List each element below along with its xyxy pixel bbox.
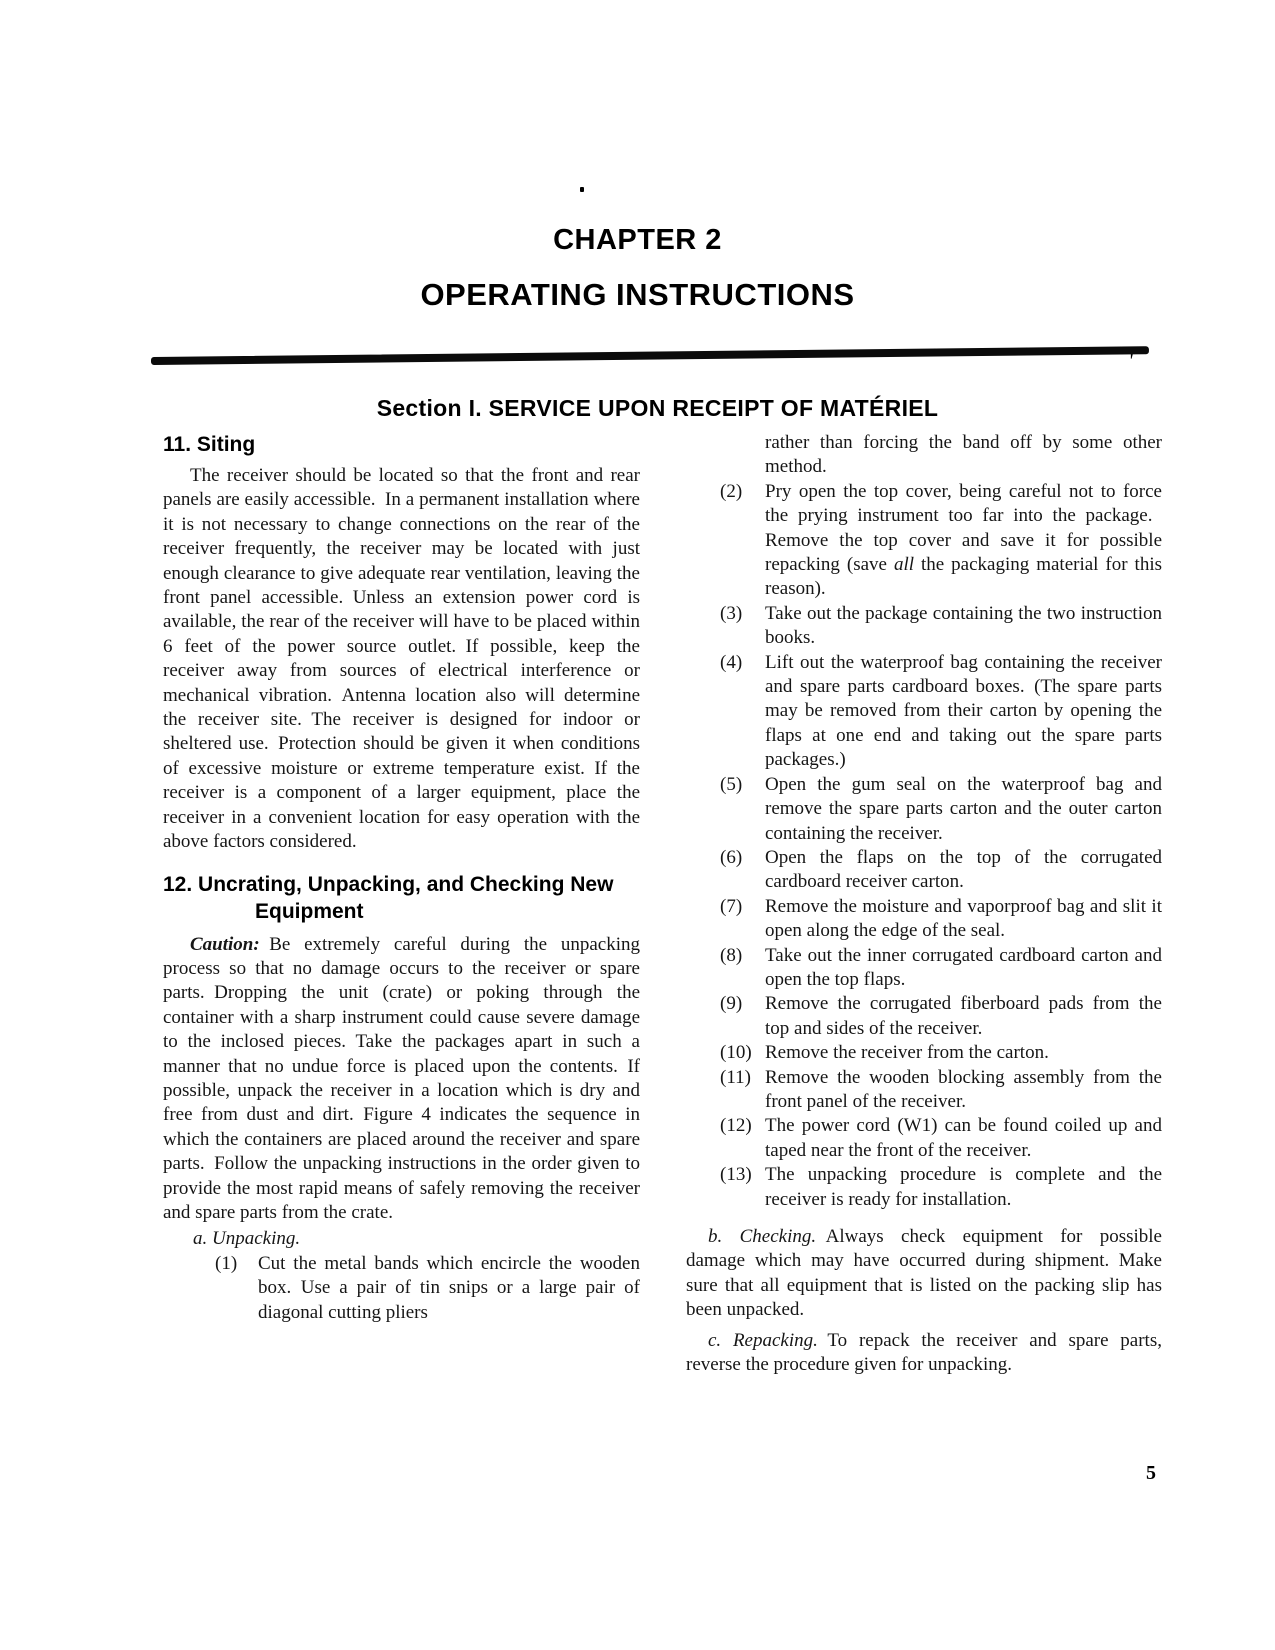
list-item-2-text-pre: Pry open the top cover, being careful not to force the prying instrument too far into the package. Remove the top cover and save it for possible repacking (save — [765, 480, 1162, 576]
repacking-body: To repack the receiver and spare parts, reverse the procedure given for unpacking. — [686, 1329, 1162, 1376]
subsection-a-label: a. Unpacking. — [193, 1228, 301, 1250]
list-item-7-text: Remove the moisture and vaporproof bag and slit it open along the edge of the seal. — [765, 895, 1162, 942]
page-number: 5 — [1146, 1462, 1156, 1484]
list-item-6-text: Open the flaps on the top of the corrugated cardboard receiver carton. — [765, 846, 1162, 893]
chapter-subtitle: OPERATING INSTRUCTIONS — [420, 277, 855, 312]
list-item-12-text: The power cord (W1) can be found coiled up and taped near the front of the receiver. — [765, 1115, 1162, 1161]
list-item-12-number: (12) — [720, 1115, 752, 1137]
list-item-2-text-em: all — [893, 554, 914, 576]
list-item-10-text: Remove the receiver from the carton. — [765, 1042, 1049, 1064]
list-item-9 — [686, 992, 1162, 1041]
list-item-8-text: Take out the inner corrugated cardboard carton and open the top flaps. — [765, 944, 1162, 990]
list-item-3-number: (3) — [720, 602, 743, 624]
section-divider-rule — [151, 346, 1149, 365]
section-title: Section I. SERVICE UPON RECEIPT OF MATÉRIEL — [376, 395, 939, 421]
list-item-10 — [686, 1041, 1162, 1065]
right-column — [686, 431, 1162, 1377]
list-item-11 — [686, 1066, 1162, 1115]
checking-label: b. Checking. — [708, 1226, 817, 1247]
list-item-9-number: (9) — [720, 993, 743, 1015]
list-item-1-continuation: rather than forcing the band off by some other method. — [765, 432, 1162, 478]
list-item-5-number: (5) — [720, 773, 743, 795]
list-item-5 — [686, 773, 1162, 846]
list-item-4-number: (4) — [720, 651, 743, 673]
list-item-2 — [686, 480, 1162, 602]
caution-body: Be extremely careful during the unpacking process so that no damage occurs to the receiver or spare parts. Dropping the unit (crate) or poking through the container with a sharp instrument could cause severe damage to the inclosed pieces. Take the packages apart in such a manner that no undue force is placed upon the contents. If possible, unpack the receiver in a location which is dry and free from dust and dirt. Figure 4 indicates the sequence in which the containers are placed around the receiver and spare parts. Follow the unpacking instructions in the order given to provide the most rapid means of safely removing the receiver and spare parts from the crate. — [163, 933, 640, 1223]
list-item-10-number: (10) — [720, 1042, 752, 1064]
list-item-9-text: Remove the corrugated fiberboard pads from the top and sides of the receiver. — [765, 993, 1162, 1039]
list-item-11-number: (11) — [720, 1066, 751, 1088]
paragraph-siting: The receiver should be located so that the front and rear panels are easily accessible. In a permanent installation where it is not necessary to change connections on the rear of the receiver frequently, the receiver may be located with just enough clearance to give adequate rear ventilation, leaving the front panel accessible. Unless an extension power cord is available, the rear of the receiver will have to be placed within 6 feet of the power source outlet. If possible, keep the receiver away from sources of electrical interference or mechanical vibration. Antenna location also will determine the receiver site. The receiver is designed for indoor or sheltered use. Protection should be given it when conditions of excessive moisture or extreme temperature exist. If the receiver is a component of a larger equipment, place the receiver in a convenient location for easy operation with the above factors considered. — [163, 465, 640, 853]
list-item-13 — [686, 1163, 1162, 1212]
list-item-7 — [686, 895, 1162, 944]
paragraph-repacking — [686, 1329, 1162, 1378]
text-columns — [163, 431, 1162, 1377]
repacking-label: c. Repacking. — [708, 1329, 818, 1351]
paragraph-caution — [163, 933, 640, 1226]
list-item-8 — [686, 944, 1162, 993]
list-item-2-number: (2) — [720, 480, 743, 502]
scan-stray-mark: ' — [1127, 349, 1135, 373]
list-item-12 — [686, 1114, 1162, 1163]
scan-speck-dot — [580, 187, 584, 192]
left-column — [163, 431, 640, 1325]
list-item-1-text: Cut the metal bands which encircle the wooden box. Use a pair of tin snips or a large pair of diagonal cutting pliers — [258, 1252, 640, 1323]
list-item-8-number: (8) — [720, 944, 743, 966]
list-item-3 — [686, 602, 1162, 651]
list-item-4-text: Lift out the waterproof bag containing the receiver and spare parts cardboard boxes. (The spare parts may be removed from their carton by opening the flaps at one end and taking out the spare parts packages.) — [765, 651, 1162, 771]
list-item-1 — [163, 1252, 640, 1325]
list-item-13-text: The unpacking procedure is complete and the receiver is ready for installation. — [765, 1164, 1162, 1210]
paragraph-checking — [686, 1225, 1162, 1323]
list-item-6 — [686, 846, 1162, 895]
list-item-11-text: Remove the wooden blocking assembly from the front panel of the receiver. — [765, 1066, 1162, 1112]
list-item-1-number: (1) — [215, 1252, 238, 1274]
caution-label: Caution: — [190, 933, 260, 955]
list-item-7-number: (7) — [720, 895, 743, 917]
chapter-title: CHAPTER 2 — [553, 224, 722, 256]
checking-body: Always check equipment for possible damage which may have occurred during shipment. Make sure that all equipment that is listed on the packing slip has been unpacked. — [686, 1226, 1162, 1321]
list-item-2-text-post: the packaging material for this reason). — [765, 554, 1162, 600]
list-item-6-number: (6) — [720, 846, 743, 868]
heading-siting: 11. Siting — [163, 433, 256, 456]
list-item-2-text — [765, 480, 1162, 602]
list-item-3-text: Take out the package containing the two instruction books. — [765, 602, 1162, 649]
list-item-4 — [686, 651, 1162, 773]
heading-uncrating: 12. Uncrating, Unpacking, and Checking New Equipment — [163, 872, 614, 923]
list-item-13-number: (13) — [720, 1164, 752, 1186]
list-item-5-text: Open the gum seal on the waterproof bag and remove the spare parts carton and the outer carton containing the receiver. — [765, 773, 1162, 844]
